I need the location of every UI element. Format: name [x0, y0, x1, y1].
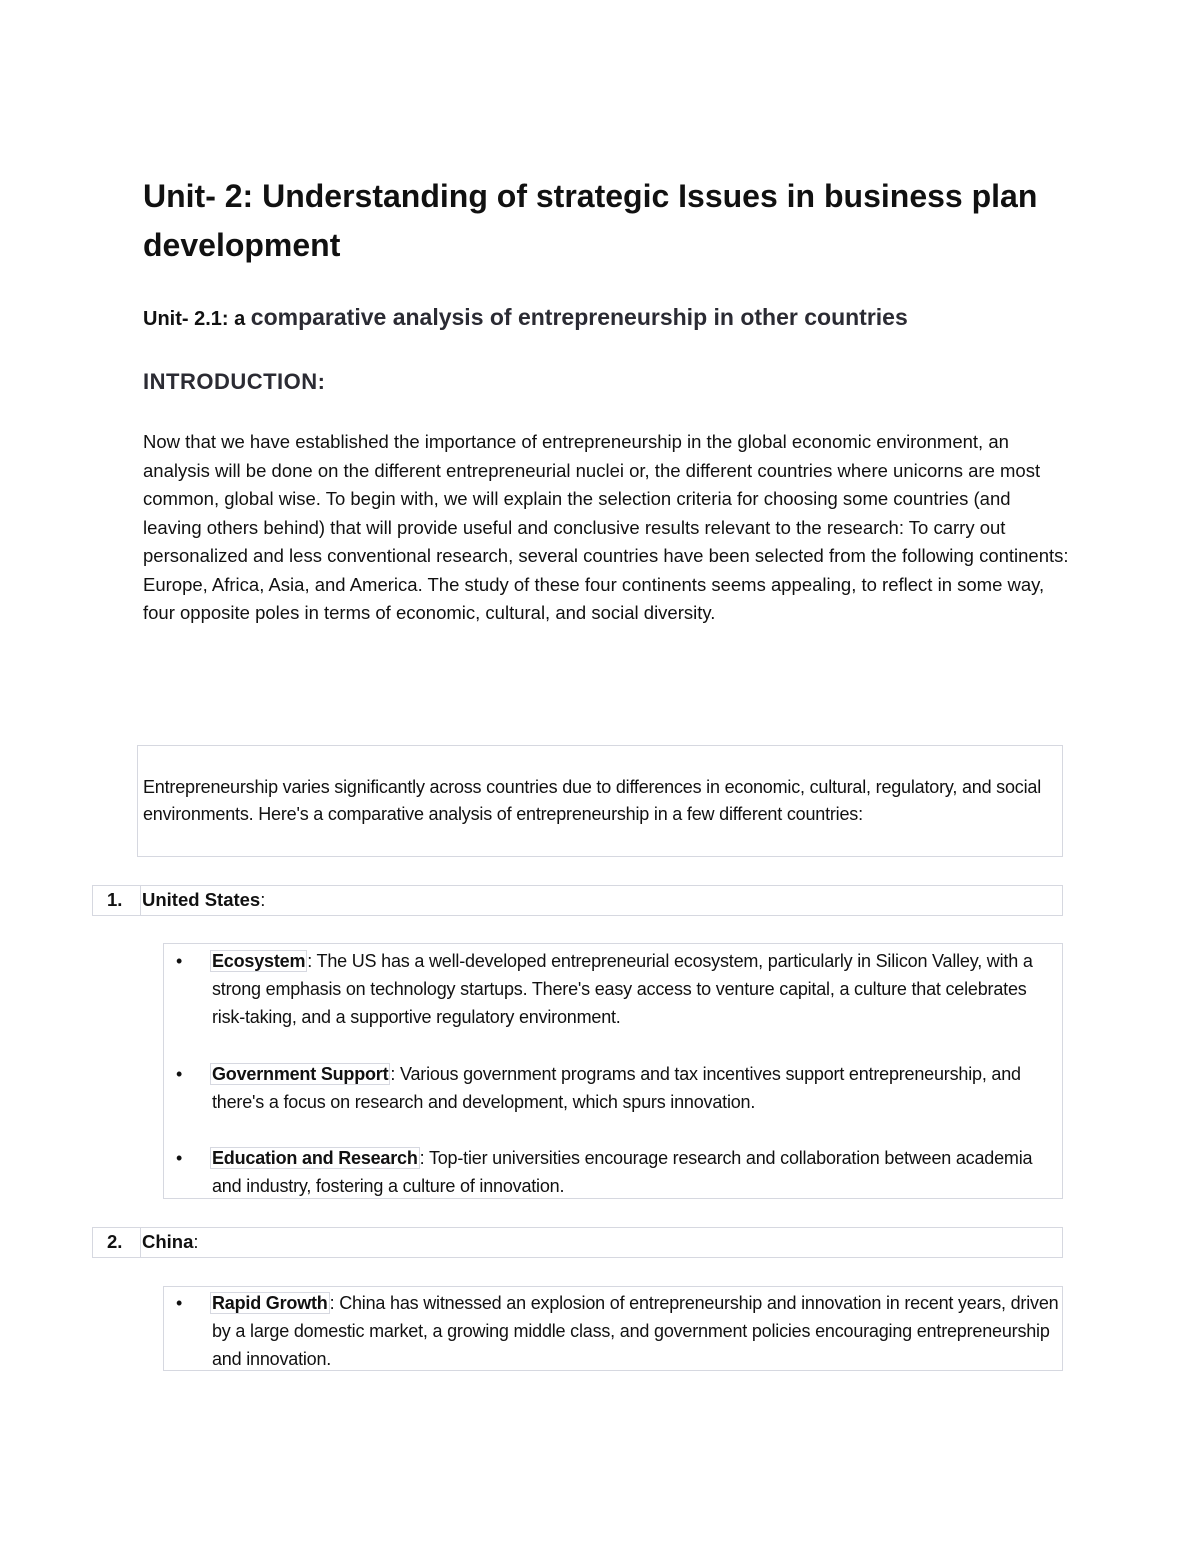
point-term: Rapid Growth [212, 1293, 328, 1313]
point-term: Government Support [212, 1064, 389, 1084]
china-points [163, 1286, 1063, 1371]
country-name [142, 1231, 199, 1253]
list-number: 2. [107, 1231, 123, 1252]
point-text: : Various government programs and tax incentives support entrepreneurship, and there's a focus on research and development, which spurs innovation. [212, 1064, 1021, 1112]
country-heading-united-states [92, 885, 1063, 916]
point-text: : Top-tier universities encourage research and collaboration between academia and industry, fostering a culture of innovation. [212, 1148, 1033, 1196]
subtitle-rest: comparative analysis of entrepreneurship in other countries [250, 304, 908, 330]
subtitle-prefix: Unit- 2.1: a [143, 308, 251, 330]
united-states-points [163, 943, 1063, 1199]
country-heading-china [92, 1227, 1063, 1258]
point-term: Ecosystem [212, 951, 306, 971]
list-number-cell [93, 886, 141, 915]
point-term: Education and Research [212, 1148, 418, 1168]
point-text: : China has witnessed an explosion of entrepreneurship and innovation in recent years, driven by a large domestic market, a growing middle class, and government policies encouraging entrepreneurship and innovation. [212, 1293, 1059, 1369]
bullet-icon: • [176, 1293, 183, 1313]
overview-paragraph: Entrepreneurship varies significantly across countries due to differences in economic, cultural, regulatory, and social environments. Here's a comparative analysis of entrepreneurship in a few different countries: [143, 777, 1042, 824]
list-number-cell [93, 1228, 141, 1257]
country-name [142, 889, 265, 911]
introduction-paragraph: Now that we have established the importance of entrepreneurship in the global economic environment, an analysis will be done on the different entrepreneurial nuclei or, the different countries where unicorns are most common, global wise. To begin with, we will explain the selection criteria for choosing some countries (and leaving others behind) that will provide useful and conclusive results relevant to the research: To carry out personalized and less conventional research, several countries have been selected from the following continents: Europe, Africa, Asia, and America. The study of these four continents seems appealing, to reflect in some way, four opposite poles in terms of economic, cultural, and social diversity. [143, 431, 1069, 623]
page-title: Unit- 2: Understanding of strategic Issues in business plan development [143, 178, 1038, 263]
country-colon: : [260, 889, 266, 910]
bullet-icon: • [176, 951, 183, 971]
overview-box [137, 745, 1063, 857]
list-number: 1. [107, 889, 123, 910]
bullet-icon: • [176, 1148, 183, 1168]
country-name-text: China [142, 1231, 194, 1252]
bullet-icon: • [176, 1064, 183, 1084]
point-text: : The US has a well-developed entrepreneurial ecosystem, particularly in Silicon Valley, with a strong emphasis on technology startups. There's easy access to venture capital, a culture that celebrates risk-taking, and a supportive regulatory environment. [212, 951, 1033, 1027]
country-name-text: United States [142, 889, 261, 910]
country-colon: : [193, 1231, 199, 1252]
introduction-heading: INTRODUCTION: [143, 369, 326, 394]
section-subtitle [143, 300, 1083, 336]
